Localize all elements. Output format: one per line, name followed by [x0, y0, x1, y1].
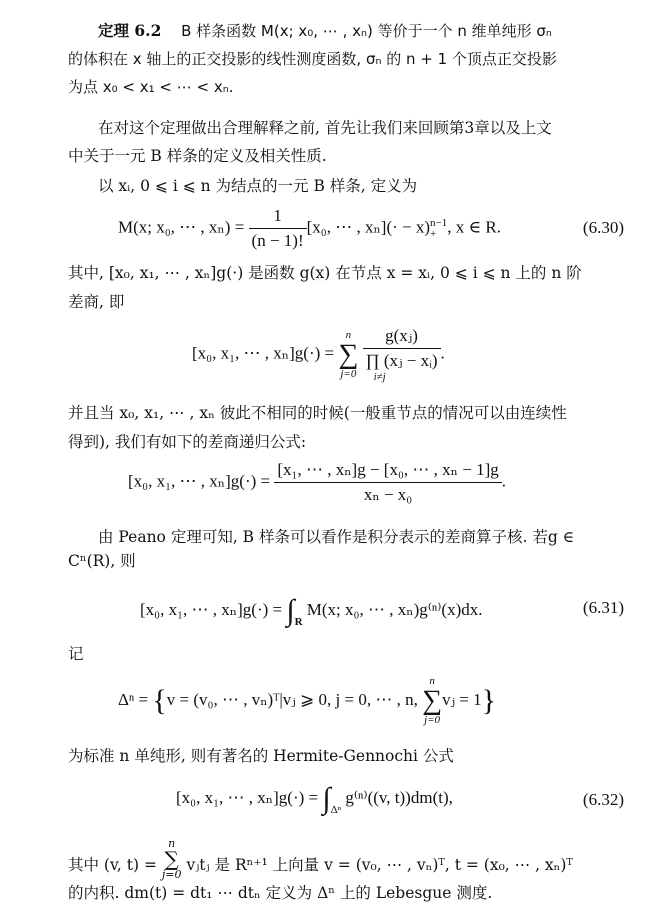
para1-line-2: 中关于一元 B 样条的定义及相关性质.: [68, 147, 327, 165]
eqsx-body: v = (v₀, ⋯ , vₙ)ᵀ|vⱼ ⩾ 0, j = 0, ⋯ , n,: [166, 689, 418, 709]
eqdd-lhs: [x₀, x₁, ⋯ , xₙ]g(·) =: [192, 343, 335, 363]
eqdd-sum-top: n: [345, 328, 352, 341]
equation-divided-difference: [192, 326, 445, 383]
eqdd-tail: .: [440, 343, 445, 363]
equation-simplex: Δⁿ = {v = (v₀, ⋯ , vₙ)ᵀ|vⱼ ⩾ 0, j = 0, ⋯ , n, n ∑ j=0 vⱼ = 1}: [118, 675, 497, 726]
para2-line-1: 以 xᵢ, 0 ⩽ i ⩽ n 为结点的一元 B 样条, 定义为: [98, 177, 418, 195]
para8-sum-bot: j=0: [161, 868, 182, 881]
eq632-rhs: g⁽ⁿ⁾((v, t))dm(t),: [345, 787, 453, 807]
para7-line-1: 为标准 n 单纯形, 则有著名的 Hermite-Gennochi 公式: [68, 747, 454, 765]
eq631-rhs: M(x; x₀, ⋯ , xₙ)g⁽ⁿ⁾(x)dx.: [306, 599, 483, 619]
para4-line-1: 并且当 x₀, x₁, ⋯ , xₙ 彼此不相同的时候(一般重节点的情况可以由连续性: [68, 404, 567, 422]
eqrec-fraction: [274, 460, 501, 505]
eq630-tail: , x ∈ R.: [447, 217, 501, 237]
equation-number-6-30: (6.30): [582, 218, 624, 237]
para1-line-1: 在对这个定理做出合理解释之前, 首先让我们来回顾第3章以及上文: [98, 119, 552, 137]
theorem-text-1: B 样条函数 M(x; x₀, ⋯ , xₙ) 等价于一个 n 维单纯形 σₙ: [181, 22, 552, 40]
eqrec-den: xₙ − x₀: [363, 485, 413, 504]
eq631-lhs: [x₀, x₁, ⋯ , xₙ]g(·) =: [140, 599, 283, 619]
eqdd-sum-bot: j=0: [340, 367, 357, 380]
eqdd-fraction: [363, 326, 441, 383]
para4-line-2: 得到), 我们有如下的差商递归公式:: [68, 433, 307, 451]
sum-symbol: n ∑ j=0: [338, 328, 359, 380]
para5-line-1: 由 Peano 定理可知, B 样条可以看作是积分表示的差商算子核. 若g ∈: [98, 528, 575, 546]
eq632-lhs: [x₀, x₁, ⋯ , xₙ]g(·) =: [176, 787, 319, 807]
eq630-rhs: [x₀, ⋯ , xₙ](· − x): [306, 217, 431, 237]
eq630-den: (n − 1)!: [251, 231, 304, 250]
eq632-int-sub: Δⁿ: [330, 803, 342, 816]
eqdd-num: g(xⱼ): [363, 326, 441, 349]
theorem-label: 定理 6.2: [98, 21, 162, 40]
equation-6-32: [176, 782, 453, 816]
para8-line-1: [68, 838, 573, 880]
equation-6-31: [140, 594, 483, 628]
eqsx-sum-body: vⱼ = 1: [442, 689, 482, 709]
eqsx-sum-bot: j=0: [424, 714, 441, 726]
equation-number-6-32: (6.32): [582, 790, 624, 809]
para8-b: vⱼtⱼ 是 Rⁿ⁺¹ 上向量 v = (v₀, ⋯ , vₙ)ᵀ, t = (x₀, ⋯ , xₙ)ᵀ: [186, 856, 573, 874]
eqsx-lhs: Δⁿ =: [118, 689, 149, 709]
para6-line-1: 记: [68, 645, 84, 663]
para8-sum-top: n: [168, 837, 176, 850]
eqsx-sum-top: n: [429, 675, 435, 687]
eqrec-tail: .: [501, 471, 506, 491]
eqrec-lhs: [x₀, x₁, ⋯ , xₙ]g(·) =: [128, 471, 271, 491]
theorem-text-2: 的体积在 x 轴上的正交投影的线性测度函数, σₙ 的 n + 1 个顶点正交投影: [68, 50, 557, 68]
eq630-rhs-sup: n−1: [430, 216, 448, 229]
theorem-line-1: [98, 21, 552, 41]
para3-line-2: 差商, 即: [68, 293, 125, 311]
eq630-lhs: M(x; x₀, ⋯ , xₙ) =: [118, 217, 245, 237]
para3-line-1: 其中, [x₀, x₁, ⋯ , xₙ]g(·) 是函数 g(x) 在节点 x = xᵢ, 0 ⩽ i ⩽ n 上的 n 阶: [68, 264, 582, 282]
eqdd-den-sub: i≠j: [373, 371, 386, 383]
para5-line-2: Cⁿ(R), 则: [68, 552, 136, 570]
equation-number-6-31: (6.31): [582, 598, 624, 617]
theorem-text-3: 为点 x₀ < x₁ < ⋯ < xₙ.: [68, 78, 234, 96]
eq630-num: 1: [249, 206, 307, 229]
integral-symbol: ∫: [322, 782, 331, 815]
para8-line-2: 的内积. dm(t) = dt₁ ⋯ dtₙ 定义为 Δⁿ 上的 Lebesgue 测度.: [68, 884, 493, 902]
sum-symbol: n ∑ j=0: [161, 837, 182, 881]
integral-symbol: ∫: [286, 594, 295, 627]
eqdd-den: ∏ (xⱼ − xᵢ): [365, 351, 438, 370]
eq631-int-sub: R: [294, 615, 303, 628]
equation-recursive: [128, 460, 506, 505]
eq630-fraction: [249, 206, 307, 251]
equation-6-30: [118, 206, 501, 251]
eq630-rhs-sub: +: [430, 227, 437, 240]
eqrec-num: [x₁, ⋯ , xₙ]g − [x₀, ⋯ , xₙ − 1]g: [274, 460, 501, 483]
sum-symbol: n ∑ j=0: [422, 675, 443, 726]
para8-a: 其中 (v, t) =: [68, 856, 157, 874]
